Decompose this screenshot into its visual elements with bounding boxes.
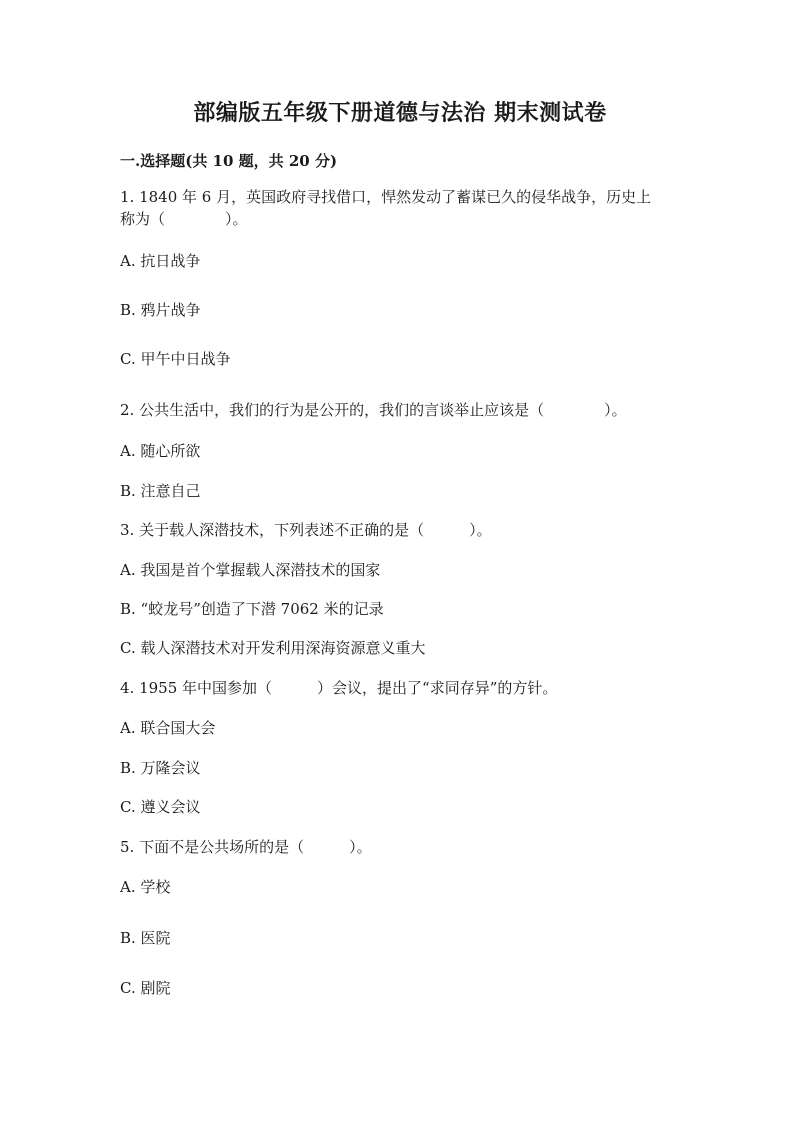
question-4-option-b: B. 万隆会议	[120, 759, 201, 777]
section-heading: 一.选择题(共 10 题，共 20 分)	[120, 152, 338, 170]
question-5-option-c: C. 剧院	[120, 979, 171, 997]
question-3-option-c: C. 载人深潜技术对开发利用深海资源意义重大	[120, 639, 426, 657]
question-5-option-a: A. 学校	[120, 878, 171, 896]
question-5-stem: 5. 下面不是公共场所的是（ ）。	[120, 838, 372, 856]
question-5-option-b: B. 医院	[120, 929, 171, 947]
question-4-option-c: C. 遵义会议	[120, 798, 201, 816]
question-1-option-c: C. 甲午中日战争	[120, 350, 231, 368]
question-2-option-a: A. 随心所欲	[120, 442, 201, 460]
question-2-option-b: B. 注意自己	[120, 482, 201, 500]
page-title: 部编版五年级下册道德与法治 期末测试卷	[193, 100, 607, 126]
question-3-option-a: A. 我国是首个掌握载人深潜技术的国家	[120, 561, 381, 579]
question-3-stem: 3. 关于载人深潜技术，下列表述不正确的是（ ）。	[120, 521, 492, 539]
question-1-stem-line-1: 1. 1840 年 6 月，英国政府寻找借口，悍然发动了蓄谋已久的侵华战争，历史上	[120, 188, 652, 206]
question-1-stem	[120, 186, 680, 230]
question-4-option-a: A. 联合国大会	[120, 719, 216, 737]
question-1-stem-line-2: 称为（ ）。	[120, 210, 248, 228]
question-4-stem: 4. 1955 年中国参加（ ）会议，提出了“求同存异”的方针。	[120, 679, 558, 697]
question-3-option-b: B. “蛟龙号”创造了下潜 7062 米的记录	[120, 600, 384, 618]
question-1-option-b: B. 鸦片战争	[120, 301, 201, 319]
question-2-stem: 2. 公共生活中，我们的行为是公开的，我们的言谈举止应该是（ ）。	[120, 401, 627, 419]
question-1-option-a: A. 抗日战争	[120, 252, 201, 270]
